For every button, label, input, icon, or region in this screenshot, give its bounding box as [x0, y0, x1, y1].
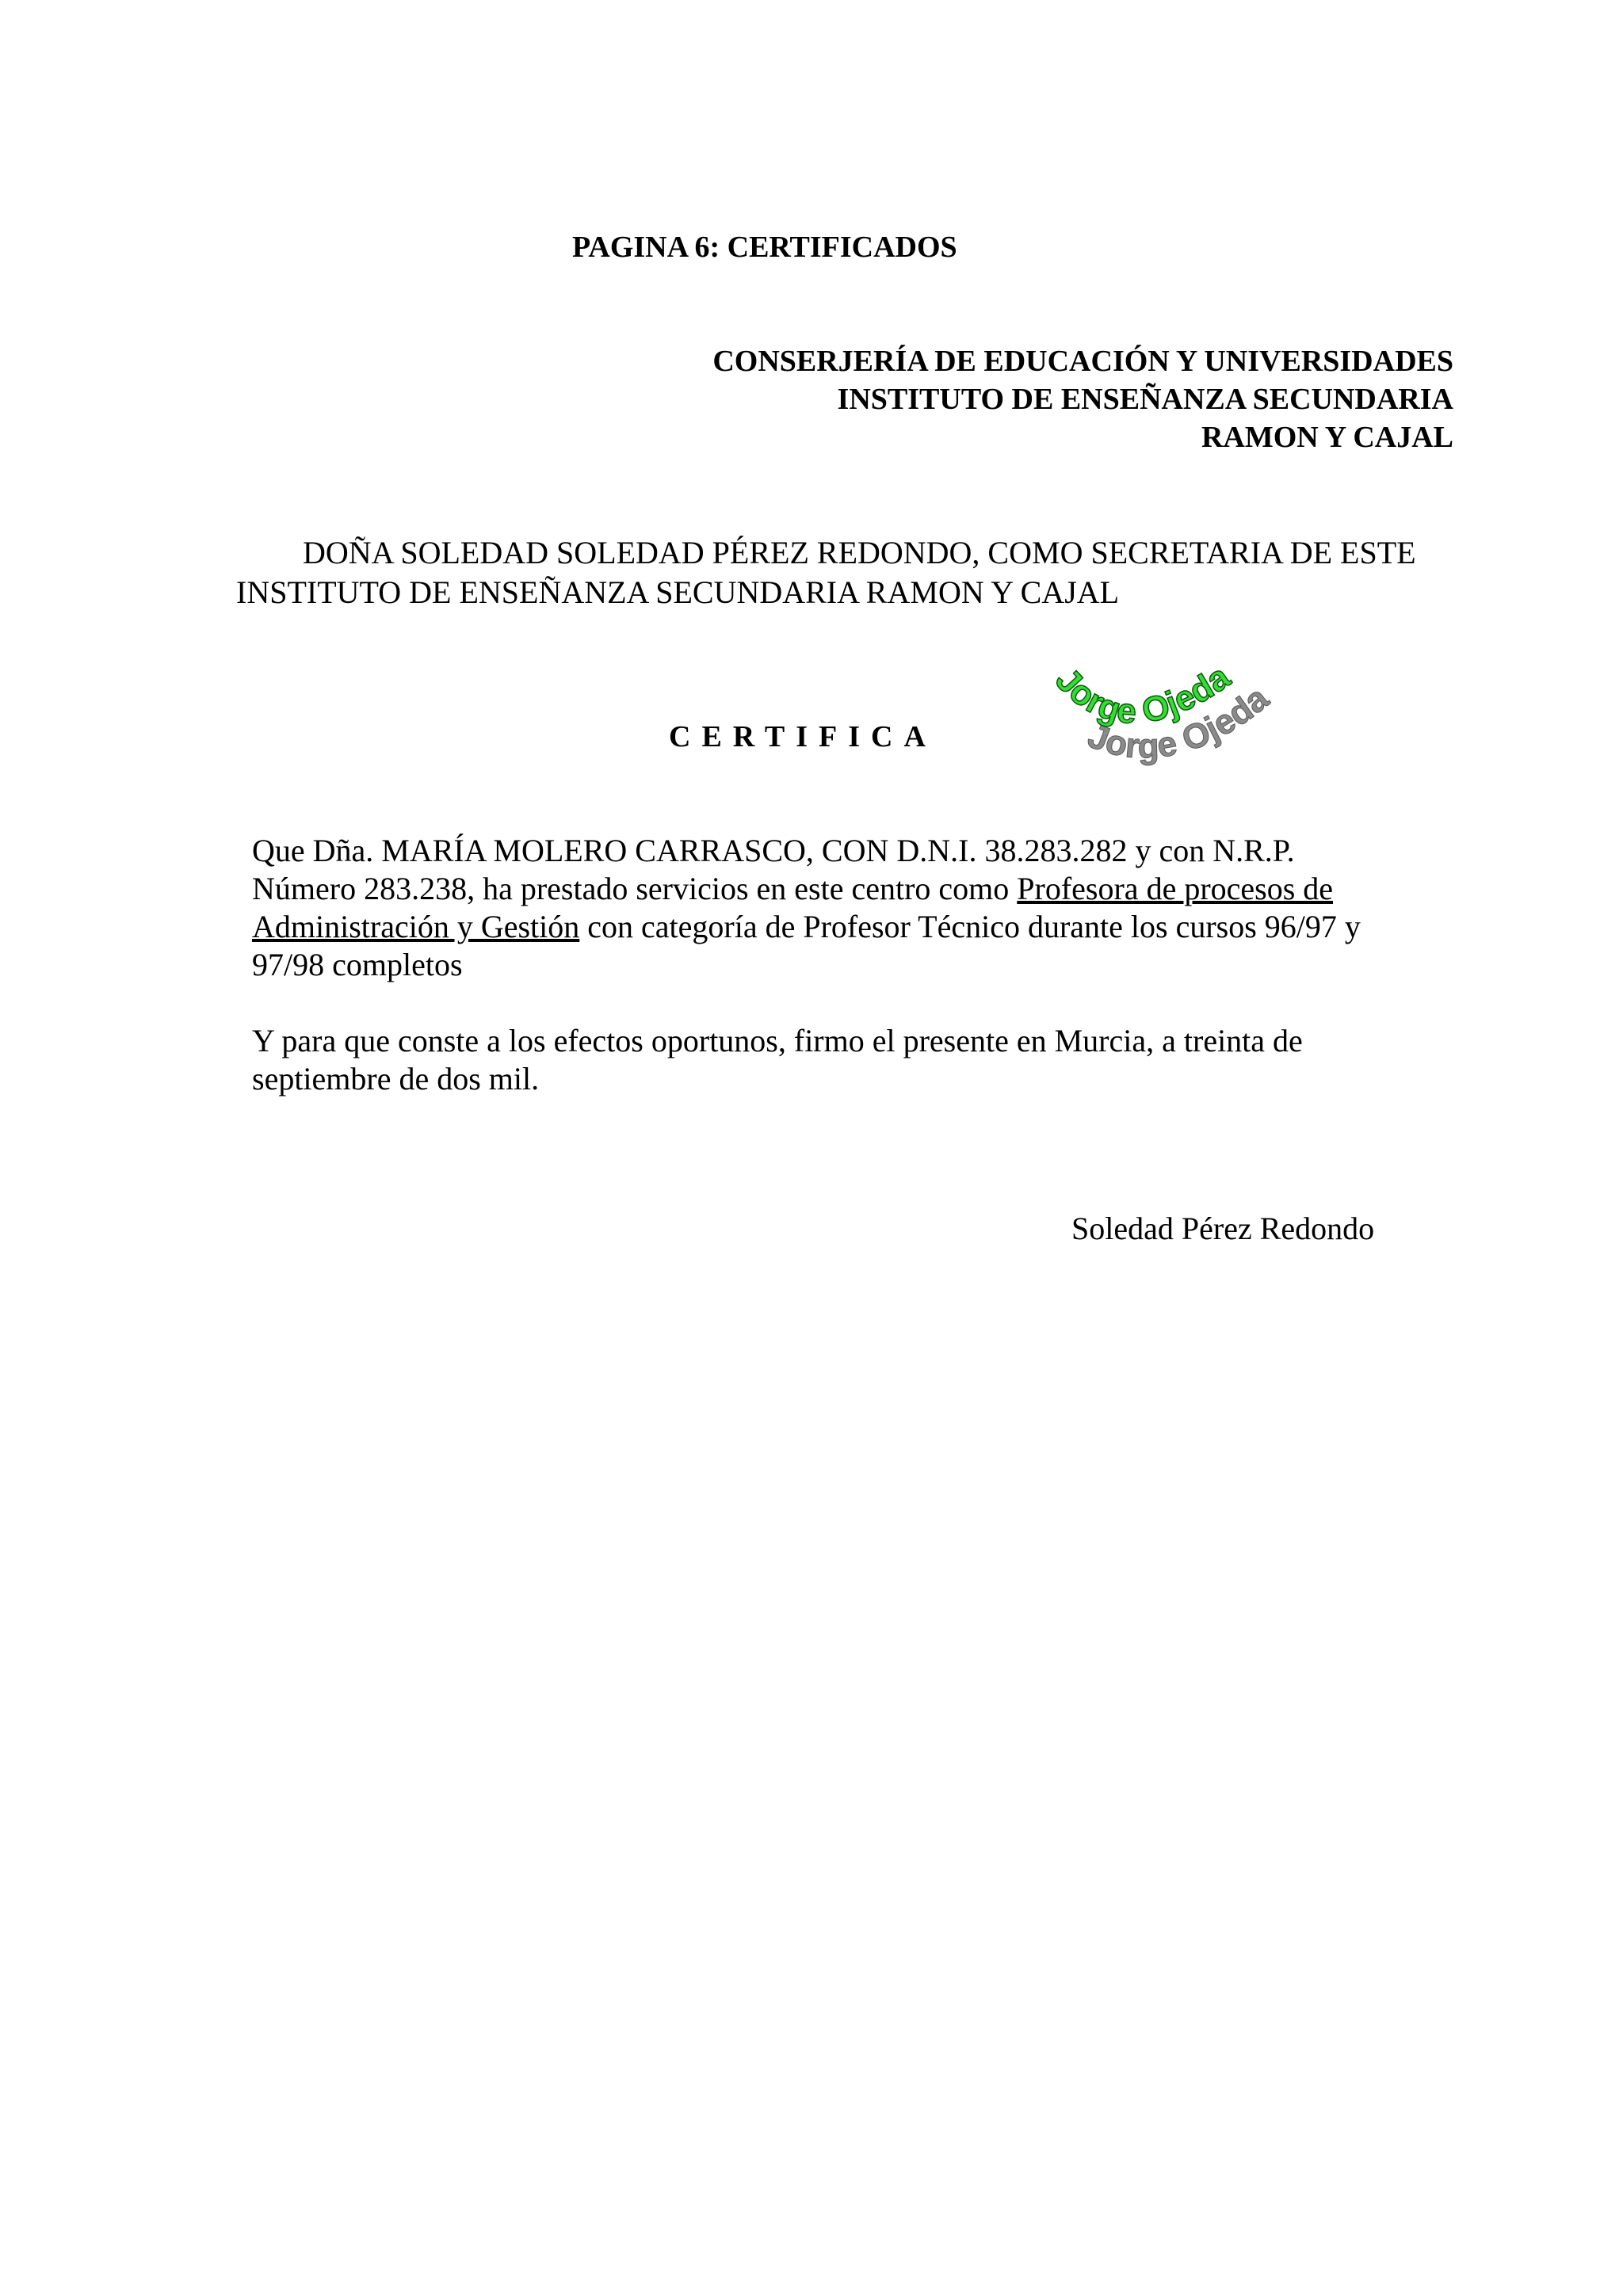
position-title-underlined-1: Profesora de procesos de — [1017, 871, 1334, 906]
position-title-underlined-2: Administración y Gestión — [252, 909, 580, 944]
logo-front-textpath: Jorge Ojeda — [1048, 658, 1237, 732]
para1-line-1: Que Dña. MARÍA MOLERO CARRASCO, CON D.N.I. 38.283.282 y con N.R.P. — [252, 833, 1295, 868]
logo-shadow-textpath: Jorge Ojeda — [1083, 678, 1277, 766]
para1-line-2 — [252, 870, 1457, 908]
certifica-heading: CERTIFICA — [669, 720, 937, 753]
page-heading: PAGINA 6: CERTIFICADOS — [572, 231, 957, 264]
org-institute-name: RAMON Y CAJAL — [1201, 421, 1453, 454]
org-department: CONSERJERÍA DE EDUCACIÓN Y UNIVERSIDADES — [712, 345, 1453, 378]
jorge-ojeda-logo — [1030, 658, 1300, 800]
org-institute-type: INSTITUTO DE ENSEÑANZA SECUNDARIA — [837, 383, 1453, 416]
organization-header — [712, 342, 1453, 456]
intro-line-1: DOÑA SOLEDAD SOLEDAD PÉREZ REDONDO, COMO SECRETARIA DE ESTE — [303, 535, 1416, 570]
intro-statement — [236, 533, 1457, 612]
para1-line-4: 97/98 completos — [252, 947, 463, 982]
para1-line-3 — [252, 908, 1457, 946]
certification-paragraph — [252, 832, 1457, 984]
signature-name: Soledad Pérez Redondo — [1071, 1211, 1375, 1246]
closing-paragraph — [252, 1022, 1457, 1098]
para2-line-1: Y para que conste a los efectos oportunos, firmo el presente en Murcia, a treinta de — [252, 1023, 1303, 1058]
para1-line-3-text: con categoría de Profesor Técnico durante los cursos 96/97 y — [579, 909, 1361, 944]
intro-line-2: INSTITUTO DE ENSEÑANZA SECUNDARIA RAMON Y CAJAL — [236, 574, 1120, 610]
para2-line-2: septiembre de dos mil. — [252, 1061, 540, 1097]
para1-line-2-text: Número 283.238, ha prestado servicios en este centro como — [252, 871, 1018, 906]
